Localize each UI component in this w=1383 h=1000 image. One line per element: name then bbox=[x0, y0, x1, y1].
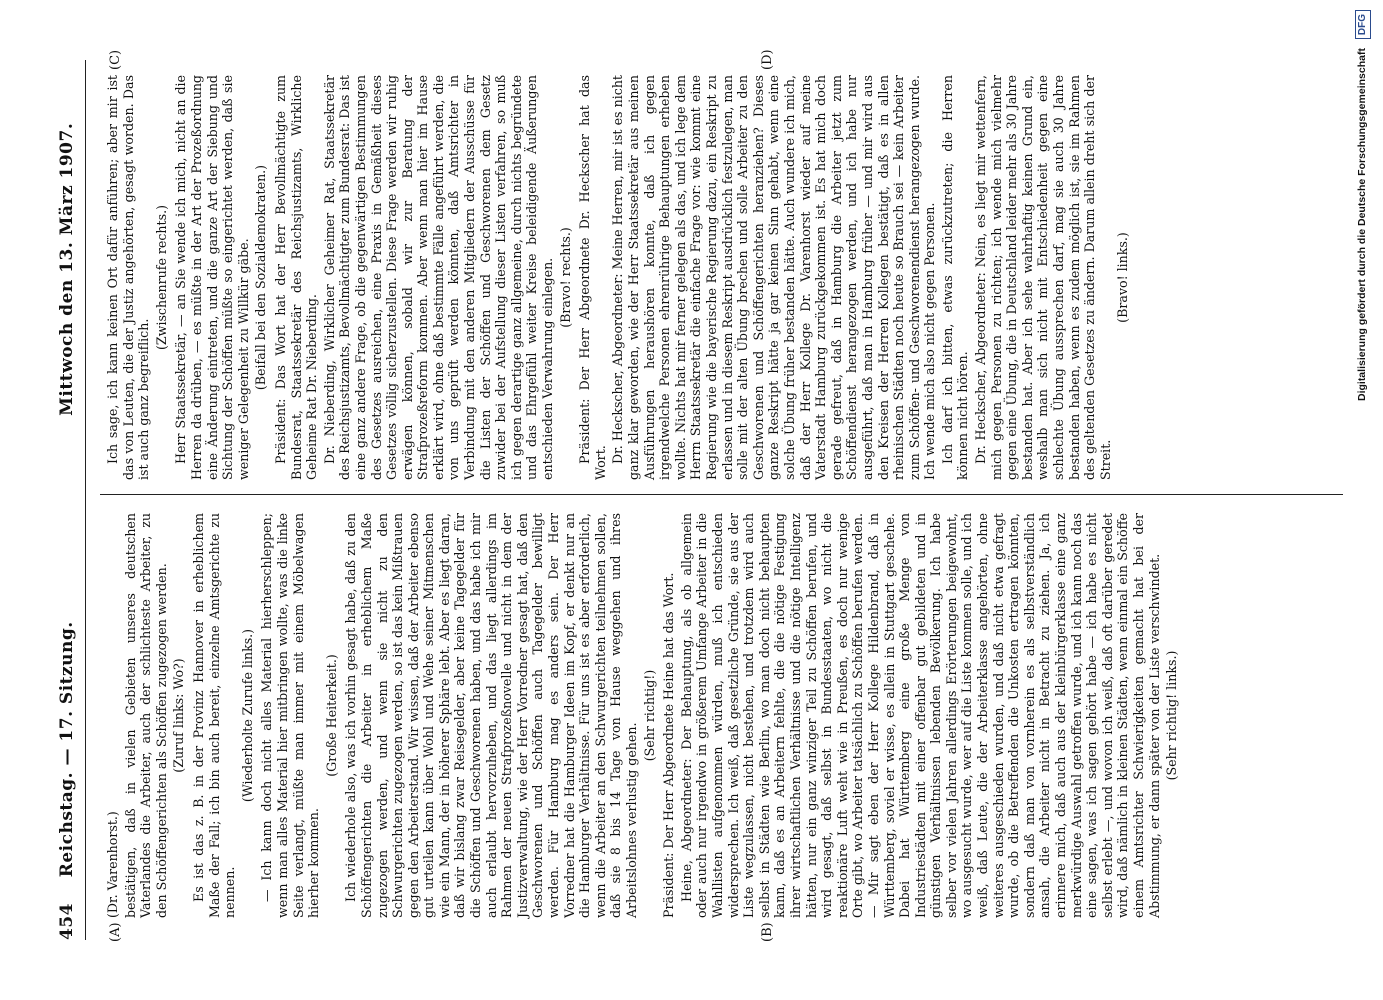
paragraph: Dr. Heckscher, Abgeordneter: Meine Herren, mir ist es nicht ganz klar geworden, wie der Herr Staatssekretär aus meinen Ausführungen heraushören konnte, daß ich gegen irgendwelche Personen ehrenrührige Behauptungen erheben wollte. Nichts hat mir ferner gelegen als das, und ich lege dem Herrn Staatssekretär die einfache Frage vor: wie kommt eine Regierung wie die bayerische Regierung dazu, ein Reskript zu erlassen und in diesem Reskript ausdrücklich festzulegen, man solle mit der alten Übung brechen und solle Arbeiter zu den Geschworenen und Schöffengerichten heranziehen? Dieses ganze Reskript hätte ja gar keinen Sinn gehabt, wenn eine solche Übung früher bestanden hätte. Auch wundere ich mich, daß der Herr Kollege Dr. Varenhorst wieder auf meine Vaterstadt Hamburg zurückgekommen ist. Es hat mich doch gerade gefreut, daß in Hamburg die Arbeiter jetzt zum Schöffendienst herangezogen werden, und ich habe nur ausgeführt, daß man in Hamburg früher — und mir wird aus den Kreisen der Herren Kollegen bestätigt, daß es in allen rheinischen Städten noch heute so Brauch sei — kein Arbeiter zum Schöffen- und Geschworenendienst herangezogen wurde. Ich wende mich also nicht gegen Personen. bbox=[610, 75, 938, 480]
paragraph: Herr Staatssekretär, — an Sie wende ich mich, nicht an die Herren da drüben, — es müßte in der Art der Prozeßordnung eine Änderung eintreten, und die ganze Art der Siebung und Sichtung der Schöffen müßte so eingerichtet werden, daß sie weniger Gelegenheit zu Willkür gäbe. bbox=[173, 75, 251, 480]
interjection: (Zuruf links: Wo?) bbox=[171, 658, 187, 773]
paragraph: Präsident: Das Wort hat der Herr Bevollmächtigte zum Bundesrat, Staatssekretär des Reichsjustizamts, Wirkliche Geheime Rat Dr. Nieberding. bbox=[272, 75, 320, 480]
page-number: 454 bbox=[57, 903, 77, 940]
marker-d: (D) bbox=[760, 49, 775, 70]
marker-b: (B) bbox=[760, 922, 775, 942]
column-divider bbox=[100, 494, 1343, 495]
paragraph: Dr. Nieberding, Wirklicher Geheimer Rat, Staatssekretär des Reichsjustizamts, Bevollmächtigter zum Bundesrat: Das ist eine ganz andere Frage, ob die gegenwärtigen Bestimmungen des Gesetzes ausreichen, eine Praxis in Gemäßheit dieses Gesetzes völlig sicherzustellen. Diese Frage werden wir ruhig erwägen können, sobald wir zur Beratung der Strafprozeßreform kommen. Aber wenn man hier im Hause erklärt wird, ohne daß bestimmte Fälle angeführt werden, die von uns geprüft werden könnten, daß Amtsrichter in Verbindung mit den anderen Mitgliedern der Ausschüsse für die Listen der Schöffen und Geschworenen dem Gesetz zuwider bei der Aufstellung dieser Listen verfahren, so muß ich gegen derartige ganz allgemeine, durch nichts begründete und das Ehrgefühl weiter Kreise beleidigende Äußerungen entschieden Verwahrung einlegen. bbox=[321, 75, 556, 480]
paragraph: Ich darf ich bitten, etwas zurückzutreten; die Herren können nicht hören. bbox=[939, 75, 971, 480]
marker-a: (A) bbox=[108, 922, 123, 942]
interjection: (Große Heiterkeit.) bbox=[323, 654, 339, 777]
paragraph: Ich wiederhole also, was ich vorhin gesagt habe, daß zu den Schöffengerichten die Arbeiter in erheblichem Maße zugezogen werden, und wenn sie nicht zu den Schwurgerichten zugezogen werden, so ist das kein Mißtrauen gegen den Arbeiterstand. Wir wissen, daß der Arbeiter ebenso gut urteilen kann über Wohl und Wehe seiner Mitmenschen wie ein Mann, der in höherer Sphäre lebt. Aber es liegt daran, daß wir bislang zwar Reisegelder, aber keine Tagegelder für die Schöffen und Geschworenen haben, und das habe ich mir auch erlaubt hervorzuheben, und das liegt allerdings im Rahmen der neuen Strafprozeßnovelle und nicht in dem der Justizverwaltung, wie der Herr Vorredner gesagt hat, daß den Geschworenen und Schöffen auch Tagegelder bewilligt werden. Für Hamburg mag es anders sein. Der Herr Vorredner hat die Hamburger Ideen im Kopf, er denkt nur an die Hamburger Verhältnisse. Für uns ist es aber erforderlich, wenn die Arbeiter an den Schwurgerichten teilnehmen sollen, daß sie 8 bis 14 Tage von Hause weggehen und ihres Arbeitslohnes verlustig gehen. bbox=[343, 513, 639, 918]
paragraph: — Ich kann doch nicht alles Material hierherschleppen; wenn man alles Material hier mitbringen wollte, was die linke Seite verlangt, müßte man immer mit einem Möbelwagen hierher kommen. bbox=[259, 513, 322, 918]
paragraph: Präsident: Der Herr Abgeordnete Heine hat das Wort. bbox=[661, 572, 677, 918]
paragraph: (Dr. Varenhorst.) bbox=[105, 811, 120, 918]
paragraph: bestätigen, daß in vielen Gebieten unseres deutschen Vaterlandes die Arbeiter, auch der schlichteste Arbeiter, zu den Schöffengerichten als Schöffen zugezogen werden. bbox=[122, 513, 169, 918]
right-column bbox=[105, 75, 1343, 480]
paragraph: Ich sage, ich kann keinen Ort dafür anführen; aber mir ist das von Leuten, die der Justiz angehörten, gesagt worden. Das ist auch ganz begreiflich. bbox=[105, 75, 152, 480]
marker-c: (C) bbox=[108, 49, 123, 70]
interjection: (Bravo! rechts.) bbox=[557, 227, 573, 328]
running-title-left: Reichstag. — 17. Sitzung. bbox=[57, 621, 77, 878]
dfg-logo: DFG bbox=[1355, 10, 1371, 39]
interjection: (Wiederholte Zurufe links.) bbox=[239, 628, 255, 803]
left-column bbox=[105, 513, 1343, 918]
paragraph: Heine, Abgeordneter: Der Behauptung, als ob allgemein oder auch nur irgendwo in größerem Umfange Arbeiter in die Wahllisten aufgenommen würden, muß ich entschieden widersprechen. Ich weiß, daß gesetzliche Gründe, sie aus der Liste wegzulassen, nicht bestehen, und trotzdem wird auch selbst in Städten wie Berlin, wo man doch nicht behaupten kann, daß es an Arbeitern fehlte, die die nötige Festigung ihrer wirtschaftlichen Verhältnisse und die nötige Intelligenz hätten, nur ein ganz winziger Teil zu Schöffen berufen, und wird gesagt, daß selbst in Bundesstaaten, wo nicht die reaktionäre Luft weht wie in Preußen, es doch nur wenige Orte gibt, wo Arbeiter tatsächlich zu Schöffen berufen werden. — Mir sagt eben der Herr Kollege Hildenbrand, daß in Württemberg, soviel er wisse, es allein in Stuttgart geschehe. Dabei hat Württemberg eine große Menge von Industriestädten mit einer offenbar gut gebildeten und in günstigen Verhältnissen lebenden Bevölkerung. Ich habe selber vor vielen Jahren allerdings Erörterungen beigewohnt, wo ausgesucht wurde, wer auf die Liste kommen solle, und ich weiß, daß Leute, die der Arbeiterklasse angehörten, ohne weiteres ausgeschieden wurden, und daß nicht etwa gefragt wurde, ob die Betreffenden die Unkosten ertragen könnten, sondern daß man von vornherein es als selbstverständlich ansah, die Arbeiter nicht in Betracht zu ziehen. Ja, ich erinnere mich, daß auch aus der kleinbürgerklasse eine ganz merkwürdige Auswahl getroffen wurde, und ich kann noch das eine sagen, was ich sagen gehört habe — ich habe es nicht selbst erlebt —, und wovon ich weiß, daß oft darüber geredet wird, daß nämlich in kleinen Städten, wenn einmal ein Schöffe einem Amtsrichter Schwierigkeiten gemacht hat bei der Abstimmung, er dann später von der Liste verschwindet. bbox=[678, 513, 1162, 918]
interjection: (Zwischenrufe rechts.) bbox=[153, 205, 169, 350]
paragraph: Dr. Heckscher, Abgeordneter: Nein, es liegt mir wettenfern, mich gegen Personen zu richten; ich wende mich vielmehr gegen eine Übung, die in Deutschland leider mehr als 30 Jahre bestanden hat. Aber ich sehe wahrhaftig keinen Grund ein, weshalb man sich nicht mit Entschiedenheit gegen eine schlechte Übung aussprechen darf, mag sie auch 30 Jahre bestanden haben, wenn es zudem möglich ist, sie im Rahmen des geltenden Gesetzes zu ändern. Darum allein dreht sich der Streit. bbox=[973, 75, 1113, 480]
interjection: (Sehr richtig! links.) bbox=[1164, 650, 1180, 781]
interjection: (Sehr richtig!) bbox=[641, 669, 657, 762]
digitization-credit bbox=[1355, 10, 1375, 990]
interjection: (Bravo! links.) bbox=[1115, 232, 1131, 323]
interjection: (Beifall bei den Sozialdemokraten.) bbox=[253, 164, 269, 391]
paragraph: Präsident: Der Herr Abgeordnete Dr. Heckscher hat das Wort. bbox=[577, 75, 608, 480]
paragraph: Es ist das z. B. in der Provinz Hannover in erheblichem Maße der Fall; ich bin auch bereit, einzelne Amtsgerichte zu nennen. bbox=[190, 513, 238, 918]
page-header bbox=[55, 60, 86, 940]
credit-text: Digitalisierung gefördert durch die Deutsche Forschungsgemeinschaft bbox=[1356, 48, 1368, 402]
running-title-right: Mittwoch den 13. März 1907. bbox=[57, 122, 77, 416]
running-title bbox=[57, 60, 77, 940]
